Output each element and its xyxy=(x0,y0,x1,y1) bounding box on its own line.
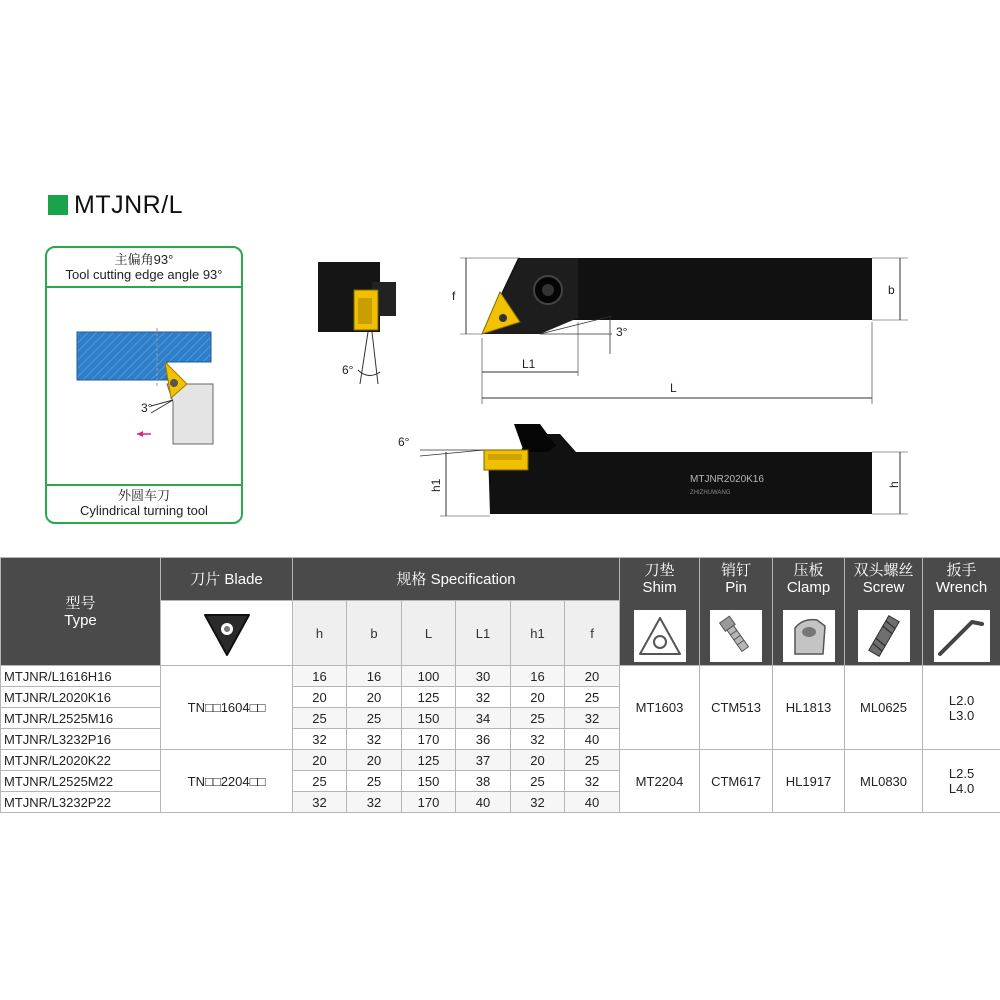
screw-header: 双头螺丝 Screw xyxy=(845,558,923,666)
clamp-icon xyxy=(783,610,835,662)
dim-b-label: b xyxy=(888,283,895,297)
dim-L-label: L xyxy=(670,381,677,395)
front-view xyxy=(318,262,396,384)
spec-header: 规格 Specification xyxy=(293,558,620,601)
blade-group1: TN□□1604□□ xyxy=(161,666,293,750)
specification-table xyxy=(0,557,1000,813)
table-row: MTJNR/L2525M16 25 25 150 34 25 32 xyxy=(1,708,1000,729)
table-row: MTJNR/L2525M22 25 25 150 38 25 32 xyxy=(1,771,1000,792)
blade-group2: TN□□2204□□ xyxy=(161,750,293,813)
angle-title-cn: 主偏角93° xyxy=(114,252,174,267)
pin-icon xyxy=(710,610,762,662)
blade-header: 刀片 Blade xyxy=(161,558,293,601)
title-text: MTJNR/L xyxy=(74,190,184,219)
side-view xyxy=(398,424,908,516)
svg-text:ZHIZHUWANG: ZHIZHUWANG xyxy=(690,490,731,496)
spec-col-b: b xyxy=(347,601,402,666)
dim-h1-label: h1 xyxy=(429,478,443,492)
screw-icon xyxy=(858,610,910,662)
shim-group1: MT1603 xyxy=(620,666,700,750)
pin-header: 销钉 Pin xyxy=(700,558,773,666)
tool-type-cn: 外圆车刀 xyxy=(117,488,170,503)
pin-group2: CTM617 xyxy=(700,750,773,813)
angle-title-en: Tool cutting edge angle 93° xyxy=(65,267,223,282)
spec-col-L: L xyxy=(402,601,456,666)
triangle-insert-icon xyxy=(197,605,257,661)
table-row: MTJNR/L1616H16 TN□□1604□□ 16 16 100 30 16 20 MT1603 CTM513 HL1813 ML0625 L2.0 L3.0 xyxy=(1,666,1000,687)
spec-col-h1: h1 xyxy=(511,601,565,666)
wrench-icon xyxy=(934,610,990,662)
side-6deg-label: 6° xyxy=(398,435,410,449)
blade-image xyxy=(161,601,293,666)
angle-3deg-label: 3° xyxy=(141,401,153,415)
type-header: 型号 Type xyxy=(1,558,161,666)
pin-group1: CTM513 xyxy=(700,666,773,750)
top-3deg-label: 3° xyxy=(616,325,628,339)
shim-icon xyxy=(634,610,686,662)
wrench-group2: L2.5 L4.0 xyxy=(923,750,1000,813)
wrench-header: 扳手 Wrench xyxy=(923,558,1000,666)
table-row: MTJNR/L2020K16 20 20 125 32 20 25 xyxy=(1,687,1000,708)
shim-group2: MT2204 xyxy=(620,750,700,813)
clamp-header: 压板 Clamp xyxy=(773,558,845,666)
top-view xyxy=(452,258,908,404)
clamp-group2: HL1917 xyxy=(773,750,845,813)
dim-f-label: f xyxy=(452,289,456,303)
table-row: MTJNR/L3232P16 32 32 170 36 32 40 xyxy=(1,729,1000,750)
spec-col-f: f xyxy=(565,601,620,666)
table-row: MTJNR/L2020K22 TN□□2204□□ 20 20 125 37 20 25 MT2204 CTM617 HL1917 ML0830 L2.5 L4.0 xyxy=(1,750,1000,771)
screw-group2: ML0830 xyxy=(845,750,923,813)
front-6deg-label: 6° xyxy=(342,363,354,377)
tool-type-en: Cylindrical turning tool xyxy=(80,503,208,518)
spec-col-L1: L1 xyxy=(456,601,511,666)
spec-col-h: h xyxy=(293,601,347,666)
engraving-text: MTJNR2020K16 xyxy=(690,474,764,485)
clamp-group1: HL1813 xyxy=(773,666,845,750)
wrench-group1: L2.0 L3.0 xyxy=(923,666,1000,750)
dim-h-label: h xyxy=(887,481,901,488)
dim-L1-label: L1 xyxy=(522,357,536,371)
table-row: MTJNR/L3232P22 32 32 170 40 32 40 xyxy=(1,792,1000,813)
screw-group1: ML0625 xyxy=(845,666,923,750)
shim-header: 刀垫 Shim xyxy=(620,558,700,666)
